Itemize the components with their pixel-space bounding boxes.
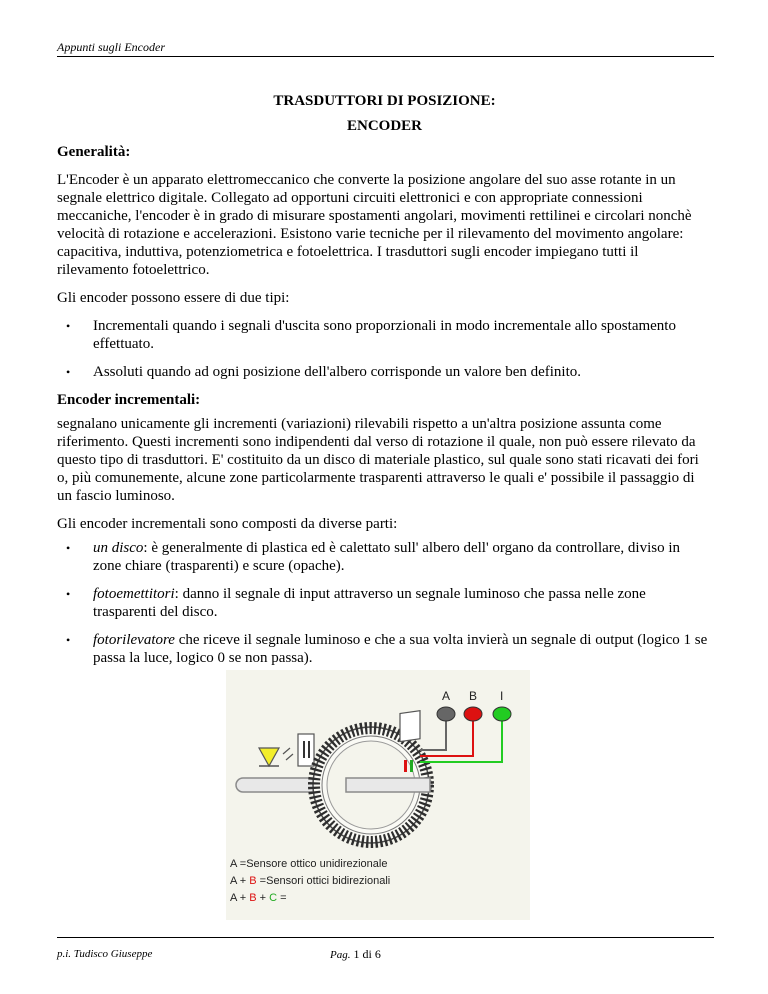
section-heading-incrementali: Encoder incrementali: <box>57 392 201 408</box>
terminal-b <box>464 707 482 721</box>
led-emitter-icon <box>259 748 279 766</box>
header-rule <box>57 56 714 57</box>
running-header: Appunti sugli Encoder <box>57 40 165 54</box>
list-item: • Incrementali quando i segnali d'uscita sono proporzionali in modo incrementale allo spostamento effettuato. <box>93 317 712 353</box>
term: fotorilevatore <box>93 632 175 648</box>
legend-line: A + B =Sensori ottici bidirezionali <box>230 875 391 887</box>
terminal-i <box>493 707 511 721</box>
terminal-label-a: A <box>442 689 451 703</box>
term: fotoemettitori <box>93 586 175 602</box>
term: un disco <box>93 540 144 556</box>
terminal-label-i: I <box>500 689 504 703</box>
types-list <box>57 317 712 381</box>
doc-title: TRASDUTTORI DI POSIZIONE: <box>273 93 496 109</box>
page-number: Pag. 1 di 6 <box>330 947 381 961</box>
terminal-a <box>437 707 455 721</box>
list-item: • fotoemettitori: danno il segnale di input attraverso un segnale luminoso che passa nelle zone trasparenti del disco. <box>93 585 712 621</box>
document-body <box>57 92 712 667</box>
footer-author: p.i. Tudisco Giuseppe <box>57 948 153 960</box>
section-heading-generalita: Generalità: <box>57 144 131 160</box>
slit-plate <box>298 734 314 766</box>
legend-line: A + B + C = <box>230 892 287 904</box>
parts-intro: Gli encoder incrementali sono composti da diverse parti: <box>57 516 398 532</box>
encoder-diagram <box>226 670 530 920</box>
list-item: • un disco: è generalmente di plastica ed è calettato sull' albero dell' organo da controllare, diviso in zone chiare (trasparenti) e scure (opache). <box>93 539 712 575</box>
footer-rule <box>57 937 714 938</box>
section-paragraph: L'Encoder è un apparato elettromeccanico che converte la posizione angolare del suo asse rotante in un segnale elettrico digitale. Collegato ad opportuni circuiti elettronici e con appropriate connessioni meccaniche, l'encoder è in grado di misurare spostamenti angolari, movimenti rettilinei e circolari nonchè velocità di rotazione e accelerazioni. Esistono varie tecniche per il rilevamento del movimento angolare: capacitiva, induttiva, potenziometrica e fotoelettrica. I trasduttori sugli encoder impiegano tutti il rilevamento fotoelettrico. <box>57 172 692 278</box>
doc-subtitle: ENCODER <box>346 118 422 134</box>
legend-line: A =Sensore ottico unidirezionale <box>230 858 388 870</box>
terminal-label-b: B <box>469 689 478 703</box>
section-paragraph: segnalano unicamente gli incrementi (variazioni) rilevabili rispetto a un'altra posizione assunta come riferimento. Questi incrementi sono indipendenti dal verso di rotazione il quale, non può essere rilevato da questo tipo di trasduttori. E' costituito da un disco di materiale plastico, sul quale sono stati ricavati dei fori o, più comunemente, alcune zone particolarmente trasparenti attraverso le quali e' possibile il passaggio di un fascio luminoso. <box>57 416 699 504</box>
types-intro: Gli encoder possono essere di due tipi: <box>57 290 290 306</box>
photodetector <box>400 711 420 742</box>
list-item: • fotorilevatore che riceve il segnale luminoso e che a sua volta invierà un segnale di output (logico 1 se passa la luce, logico 0 se non passa). <box>93 631 712 667</box>
list-item: • Assoluti quando ad ogni posizione dell'albero corrisponde un valore ben definito. <box>93 363 712 381</box>
parts-list <box>57 539 712 667</box>
